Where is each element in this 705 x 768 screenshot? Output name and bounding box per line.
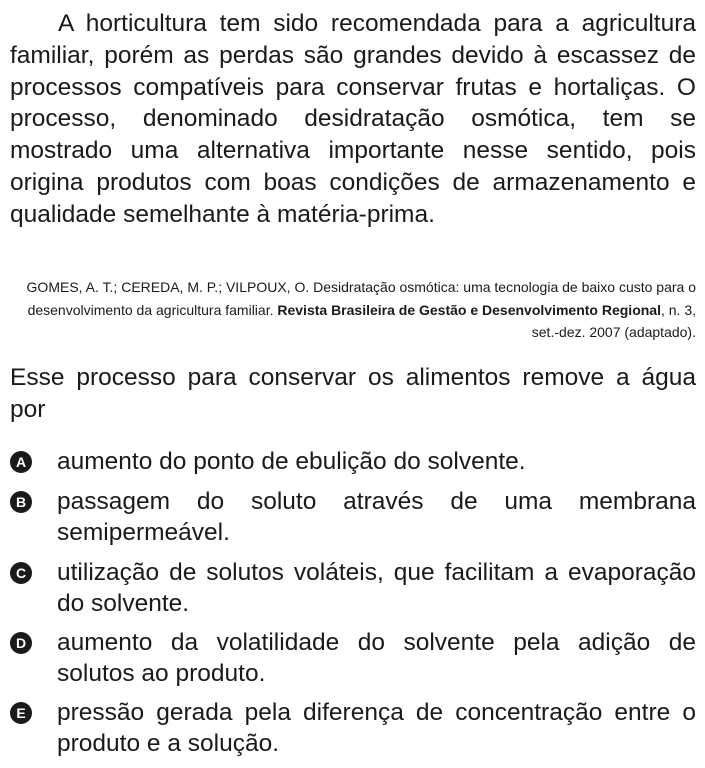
option-e-text: pressão gerada pela diferença de concentração entre o produto e a solução. xyxy=(57,699,696,757)
option-b-text: passagem do soluto através de uma membrana semipermeável. xyxy=(57,488,696,546)
citation-journal: Revista Brasileira de Gestão e Desenvolvimento Regional xyxy=(277,301,661,318)
option-c-badge-icon: C xyxy=(10,562,32,584)
citation-authors-title: GOMES, A. T.; CEREDA, M. P.; VILPOUX, O. Desidratação osmótica: uma tecnologia de baixo custo para o desenvolvimento da agricultura familiar. xyxy=(26,279,696,318)
option-e-badge-icon: E xyxy=(10,702,32,724)
option-c-text: utilização de solutos voláteis, que facilitam a evaporação do solvente. xyxy=(57,559,696,617)
option-d-badge-icon: D xyxy=(10,632,32,654)
option-b-badge-icon: B xyxy=(10,491,32,513)
option-d-text: aumento da volatilidade do solvente pela adição de solutos ao produto. xyxy=(57,629,696,687)
question-stem: Esse processo para conservar os alimentos remove a água por xyxy=(10,364,696,423)
option-a-text: aumento do ponto de ebulição do solvente. xyxy=(57,448,526,475)
passage-text: A horticultura tem sido recomendada para a agricultura familiar, porém as perdas são grandes devido à escassez de processos compatíveis para conservar frutas e hortaliças. O processo, denominado desidratação osmótica, tem se mostrado uma alternativa importante nesse sentido, pois origina produtos com boas condições de armazenamento e qualidade semelhante à matéria-prima. xyxy=(10,10,696,228)
citation-details: , n. 3, set.-dez. 2007 (adaptado). xyxy=(531,301,696,340)
option-a-badge-icon: A xyxy=(10,451,32,473)
source-citation xyxy=(10,276,696,344)
